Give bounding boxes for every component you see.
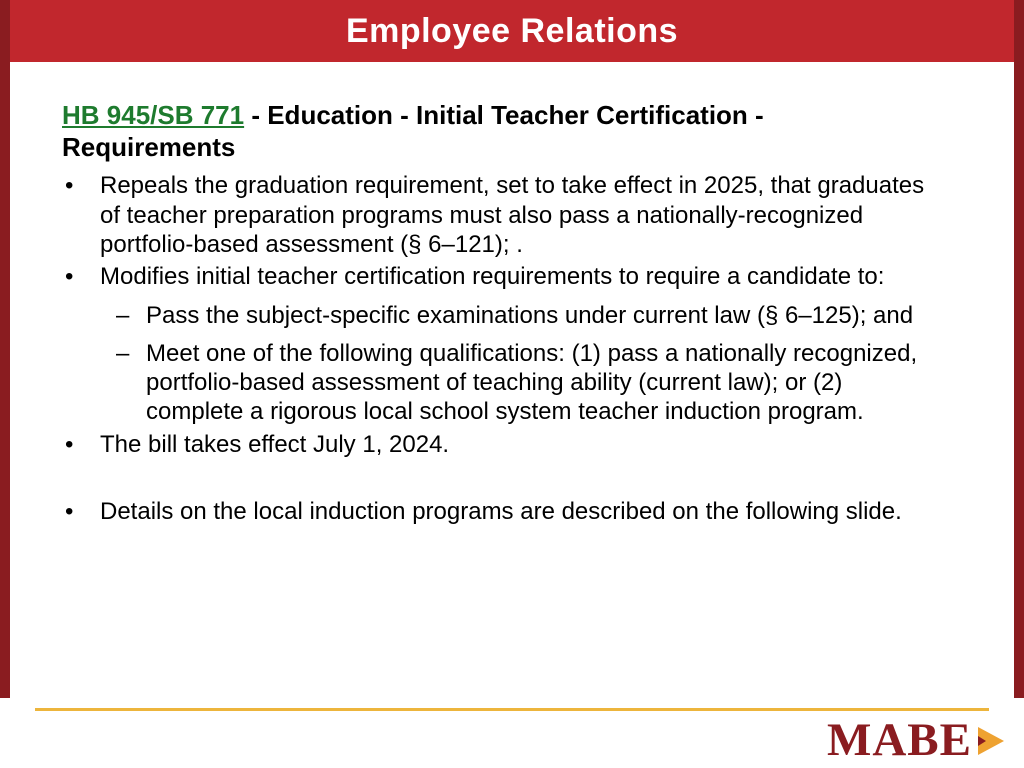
bullet-marker: – (116, 301, 130, 329)
mabe-arrow-icon (976, 725, 1006, 757)
bullet-marker: • (65, 430, 74, 458)
bullet-text: Details on the local induction programs are described on the following slide. (100, 497, 902, 525)
bullet-marker: • (65, 263, 74, 291)
bullet-marker: • (65, 497, 74, 525)
sub-bullet-item (62, 301, 942, 330)
bullet-item (62, 430, 942, 459)
bullet-marker: – (116, 339, 130, 367)
mabe-logo-text: MABE (827, 714, 972, 766)
bill-number-link[interactable]: HB 945/SB 771 (62, 100, 245, 130)
bullet-text: Modifies initial teacher certification requirements to require a candidate to: (100, 263, 885, 291)
bullet-text: Pass the subject-specific examinations under current law (§ 6–125); and (146, 301, 914, 329)
slide-header (0, 0, 1024, 62)
mabe-logo (827, 714, 1006, 766)
bullet-item (62, 497, 942, 526)
bullet-text: The bill takes effect July 1, 2024. (100, 430, 450, 458)
bullet-marker: • (65, 172, 74, 200)
bullet-text: Meet one of the following qualifications: (1) pass a nationally recognized, portfolio-based assessment of teaching ability (current law); or (2) complete a rigorous local school system teacher induction program. (146, 339, 918, 426)
bullet-text: Repeals the graduation requirement, set to take effect in 2025, that graduates of teacher preparation programs must also pass a nationally-recognized portfolio-based assessment (§ 6–121); . (100, 172, 925, 258)
bullet-list (62, 171, 942, 526)
left-edge-stripe (0, 0, 10, 698)
slide-body (62, 100, 942, 526)
bullet-item (62, 171, 942, 259)
bullet-item (62, 262, 942, 291)
bill-heading-rest: - Education - Initial Teacher Certification - Requirements (62, 100, 764, 162)
bill-heading (62, 100, 942, 163)
sub-bullet-item (62, 339, 942, 427)
gold-divider (35, 708, 989, 711)
slide-footer (0, 698, 1024, 768)
right-edge-stripe (1014, 0, 1024, 698)
slide-title: Employee Relations (345, 11, 679, 50)
